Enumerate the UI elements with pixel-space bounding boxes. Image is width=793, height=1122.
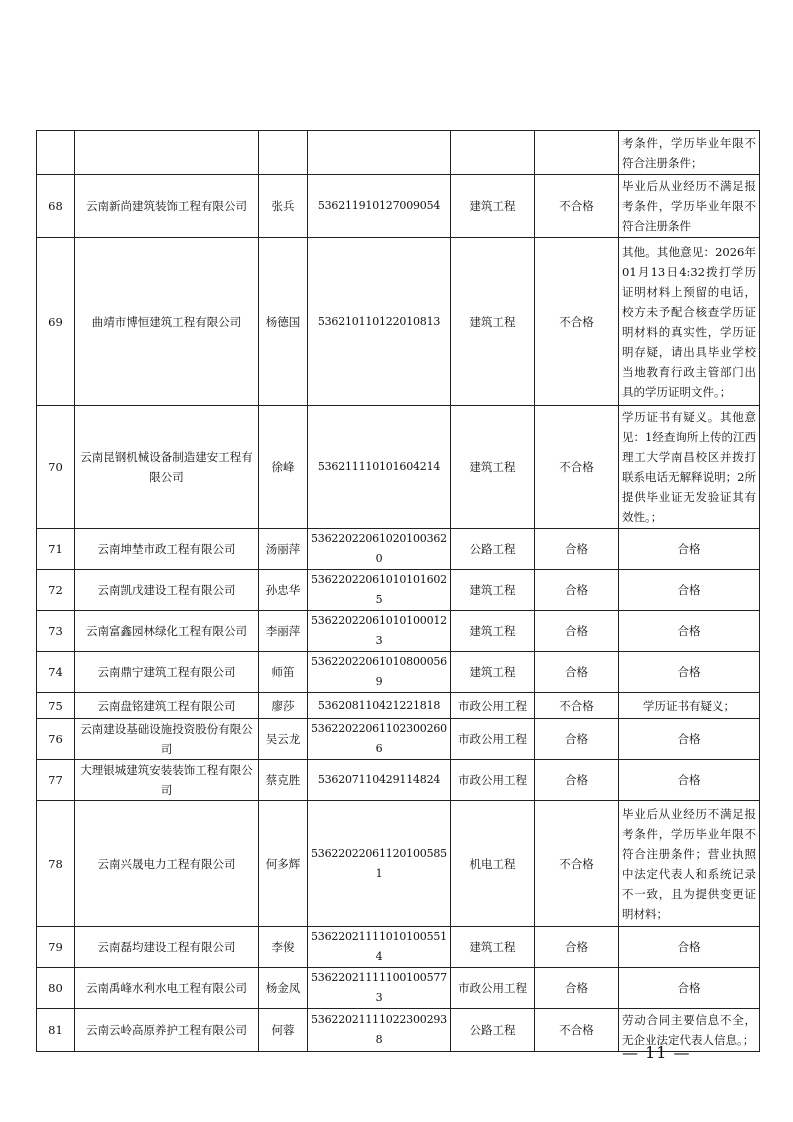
- cell-cert: 536220211110101005514: [308, 927, 451, 968]
- cell-result: 合格: [535, 760, 619, 801]
- cell-cert: 536220220610101000123: [308, 611, 451, 652]
- cell-no: 78: [37, 801, 75, 927]
- cell-company: 云南凯戊建设工程有限公司: [75, 570, 259, 611]
- cell-cert: 536220220610101016025: [308, 570, 451, 611]
- cell-category: 建筑工程: [451, 570, 535, 611]
- cell-no: 75: [37, 693, 75, 719]
- cell-name: [259, 131, 308, 175]
- cell-no: 80: [37, 968, 75, 1009]
- table-row: [37, 927, 760, 968]
- cell-note: 合格: [619, 760, 760, 801]
- cell-no: 73: [37, 611, 75, 652]
- cell-note: 其他。其他意见：2026年01月13日4:32拨打学历证明材料上预留的电话，校方未予配合核查学历证明材料的真实性，学历证明存疑，请出具毕业学校当地教育行政主管部门出具的学历证明文件。；: [619, 238, 760, 406]
- cell-no: 77: [37, 760, 75, 801]
- page-number: — 11 —: [622, 1043, 691, 1062]
- cell-result: 合格: [535, 611, 619, 652]
- table-row: [37, 652, 760, 693]
- cell-company: 云南坤埜市政工程有限公司: [75, 529, 259, 570]
- cell-result: 合格: [535, 652, 619, 693]
- table-row: [37, 175, 760, 238]
- cell-category: 建筑工程: [451, 927, 535, 968]
- cell-no: 72: [37, 570, 75, 611]
- cell-category: 建筑工程: [451, 611, 535, 652]
- cell-no: 70: [37, 406, 75, 529]
- cell-name: 何蓉: [259, 1009, 308, 1052]
- results-table: [36, 130, 760, 1052]
- table-row: [37, 131, 760, 175]
- cell-no: 79: [37, 927, 75, 968]
- cell-category: 公路工程: [451, 1009, 535, 1052]
- cell-note: 合格: [619, 611, 760, 652]
- cell-name: 杨金凤: [259, 968, 308, 1009]
- cell-no: 69: [37, 238, 75, 406]
- cell-no: [37, 131, 75, 175]
- table-row: [37, 529, 760, 570]
- table-body: [37, 131, 760, 1052]
- cell-company: 云南昆钢机械设备制造建安工程有限公司: [75, 406, 259, 529]
- cell-name: 蔡克胜: [259, 760, 308, 801]
- table-row: [37, 760, 760, 801]
- cell-no: 71: [37, 529, 75, 570]
- cell-note: 合格: [619, 529, 760, 570]
- cell-name: 吴云龙: [259, 719, 308, 760]
- table-row: [37, 238, 760, 406]
- cell-category: 市政公用工程: [451, 719, 535, 760]
- cell-no: 76: [37, 719, 75, 760]
- cell-result: 不合格: [535, 693, 619, 719]
- table-row: [37, 801, 760, 927]
- cell-cert: 536220220611023002606: [308, 719, 451, 760]
- cell-result: 合格: [535, 719, 619, 760]
- cell-cert: 536220220611201005851: [308, 801, 451, 927]
- cell-name: 孙忠华: [259, 570, 308, 611]
- cell-note: 考条件，学历毕业年限不符合注册条件；: [619, 131, 760, 175]
- table-row: [37, 693, 760, 719]
- cell-result: 不合格: [535, 1009, 619, 1052]
- cell-result: [535, 131, 619, 175]
- cell-category: 市政公用工程: [451, 693, 535, 719]
- cell-name: 何多辉: [259, 801, 308, 927]
- cell-company: 云南盘铭建筑工程有限公司: [75, 693, 259, 719]
- cell-result: 合格: [535, 968, 619, 1009]
- cell-result: 不合格: [535, 801, 619, 927]
- cell-note: 合格: [619, 652, 760, 693]
- cell-result: 合格: [535, 570, 619, 611]
- cell-cert: 536220220610108000569: [308, 652, 451, 693]
- cell-note: 学历证书有疑义。其他意见：1经查询所上传的江西理工大学南昌校区并拨打联系电话无解释说明；2所提供毕业证无发验证其有效性。；: [619, 406, 760, 529]
- cell-no: 68: [37, 175, 75, 238]
- cell-cert: [308, 131, 451, 175]
- cell-note: 毕业后从业经历不满足报考条件，学历毕业年限不符合注册条件: [619, 175, 760, 238]
- cell-company: 云南磊均建设工程有限公司: [75, 927, 259, 968]
- cell-category: 市政公用工程: [451, 968, 535, 1009]
- cell-note: 合格: [619, 719, 760, 760]
- cell-category: 建筑工程: [451, 175, 535, 238]
- cell-cert: 536220211111001005773: [308, 968, 451, 1009]
- cell-company: 云南富鑫园林绿化工程有限公司: [75, 611, 259, 652]
- cell-company: 云南禹峰水利水电工程有限公司: [75, 968, 259, 1009]
- cell-name: 廖莎: [259, 693, 308, 719]
- cell-company: 云南云岭高原养护工程有限公司: [75, 1009, 259, 1052]
- cell-cert: 53622022061020100362 0: [308, 529, 451, 570]
- cell-company: 大理银城建筑安装装饰工程有限公司: [75, 760, 259, 801]
- cell-result: 不合格: [535, 175, 619, 238]
- cell-category: 建筑工程: [451, 238, 535, 406]
- cell-category: 机电工程: [451, 801, 535, 927]
- cell-cert: 536211910127009054: [308, 175, 451, 238]
- cell-category: 建筑工程: [451, 406, 535, 529]
- cell-category: 公路工程: [451, 529, 535, 570]
- cell-no: 81: [37, 1009, 75, 1052]
- cell-result: 不合格: [535, 238, 619, 406]
- cell-result: 合格: [535, 529, 619, 570]
- cell-name: 李俊: [259, 927, 308, 968]
- cell-note: 学历证书有疑义；: [619, 693, 760, 719]
- cell-note: 合格: [619, 570, 760, 611]
- cell-result: 不合格: [535, 406, 619, 529]
- cell-note: 合格: [619, 927, 760, 968]
- table-row: [37, 611, 760, 652]
- cell-company: 云南新尚建筑装饰工程有限公司: [75, 175, 259, 238]
- cell-company: 云南兴晟电力工程有限公司: [75, 801, 259, 927]
- cell-cert: 536210110122010813: [308, 238, 451, 406]
- cell-category: 市政公用工程: [451, 760, 535, 801]
- cell-company: [75, 131, 259, 175]
- cell-name: 杨德国: [259, 238, 308, 406]
- cell-result: 合格: [535, 927, 619, 968]
- cell-cert: 536211110101604214: [308, 406, 451, 529]
- cell-cert: 536220211110223002938: [308, 1009, 451, 1052]
- cell-company: 曲靖市博恒建筑工程有限公司: [75, 238, 259, 406]
- cell-name: 张兵: [259, 175, 308, 238]
- cell-note: 劳动合同主要信息不全，无企业法定代表人信息。；: [619, 1009, 760, 1052]
- cell-cert: 536208110421221818: [308, 693, 451, 719]
- cell-no: 74: [37, 652, 75, 693]
- cell-name: 汤丽萍: [259, 529, 308, 570]
- cell-note: 合格: [619, 968, 760, 1009]
- cell-name: 徐峰: [259, 406, 308, 529]
- cell-note: 毕业后从业经历不满足报考条件，学历毕业年限不符合注册条件；营业执照中法定代表人和系统记录不一致，且为提供变更证明材料；: [619, 801, 760, 927]
- cell-cert: 536207110429114824: [308, 760, 451, 801]
- cell-name: 李丽萍: [259, 611, 308, 652]
- cell-category: 建筑工程: [451, 652, 535, 693]
- table-row: [37, 719, 760, 760]
- cell-company: 云南建设基础设施投资股份有限公司: [75, 719, 259, 760]
- table-row: [37, 968, 760, 1009]
- cell-company: 云南鼎宁建筑工程有限公司: [75, 652, 259, 693]
- cell-category: [451, 131, 535, 175]
- cell-name: 师笛: [259, 652, 308, 693]
- table-row: [37, 570, 760, 611]
- table-row: [37, 406, 760, 529]
